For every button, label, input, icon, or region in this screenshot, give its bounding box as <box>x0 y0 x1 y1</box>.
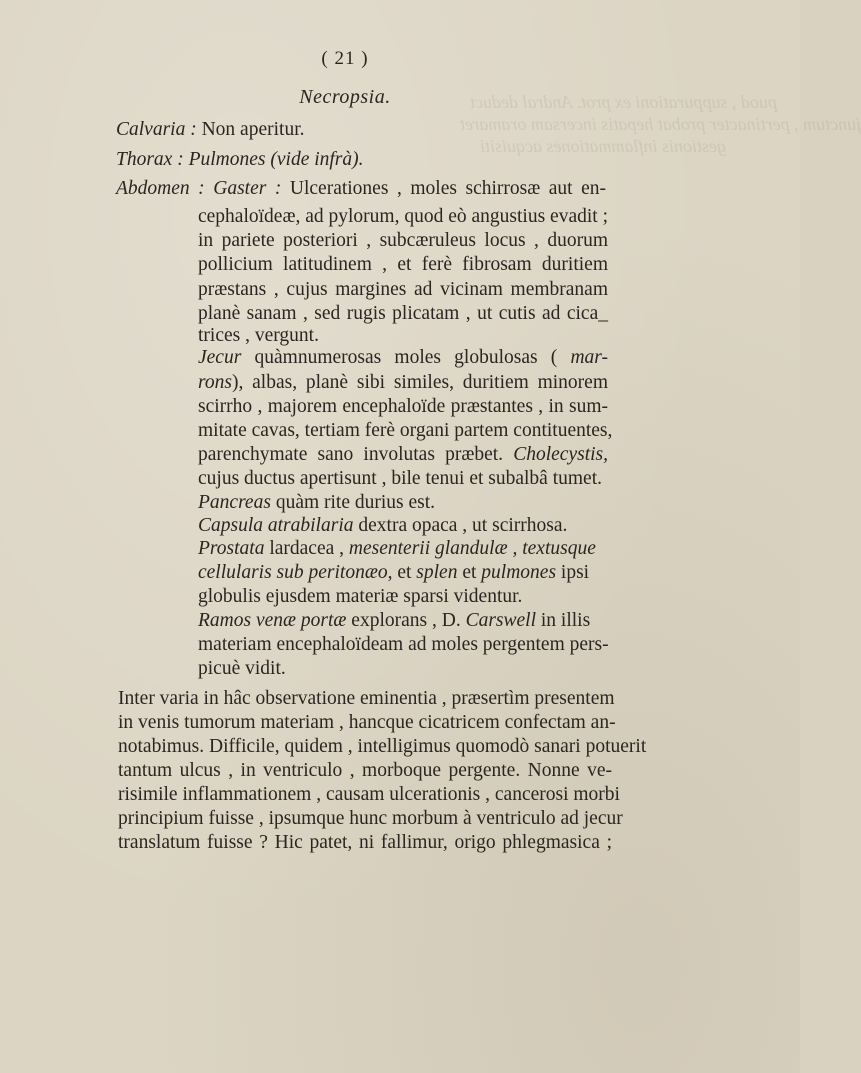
abdomen-line-7: trices , vergunt. <box>198 325 319 346</box>
calvaria-line <box>116 118 304 142</box>
ramos-line <box>198 609 590 633</box>
abdomen-line-5: præstans , cujus margines ad vicinam membranam <box>198 279 608 300</box>
cholecystis-label: Cholecystis, <box>513 444 608 465</box>
abdomen-line-6: planè sanam , sed rugis plicatam , ut cutis ad cica_ <box>198 303 608 324</box>
paragraph-line-5: risimile inflammationem , causam ulcerationis , cancerosi morbi <box>118 784 620 805</box>
thorax-line <box>116 148 364 172</box>
et-text: et <box>462 562 477 583</box>
abdomen-label: Abdomen : <box>116 178 205 199</box>
paragraph-line-3: notabimus. Difficile, quidem , intelligimus quomodò sanari potuerit <box>118 736 647 757</box>
jecur-label: Jecur <box>198 347 242 368</box>
splen-label: splen <box>416 562 458 583</box>
abdomen-line-3: in pariete posteriori , subcæruleus locus , duorum <box>198 230 608 251</box>
jecur-line-2 <box>198 371 608 395</box>
gaster-label: Gaster : <box>213 178 282 199</box>
jecur-line-3: scirrho , majorem encephaloïde præstantes , in sum- <box>198 396 608 417</box>
abdomen-line-4: pollicium latitudinem , et ferè fibrosam duritiem <box>198 254 608 275</box>
abdomen-line-2: cephaloïdeæ, ad pylorum, quod eò angustius evadit ; <box>198 206 608 227</box>
capsula-text: dextra opaca , ut scirrhosa. <box>358 515 568 536</box>
show-through-text: junctum , pertinacter probat hepatis incersam oramaret <box>460 114 861 134</box>
calvaria-text: Non aperitur. <box>201 119 305 140</box>
jecur-text-5: parenchymate sano involutas præbet. <box>198 444 504 465</box>
pancreas-label: Pancreas <box>198 492 271 513</box>
prostata-text: lardacea , <box>269 538 345 559</box>
abdomen-line-1 <box>116 177 606 201</box>
show-through-text: puod , suppurationi ex prot. Andral deduct <box>470 92 777 112</box>
ramos-text: explorans , D. <box>351 610 461 631</box>
paragraph-line-4: tantum ulcus , in ventriculo , morboque pergente. Nonne ve- <box>118 760 612 781</box>
paragraph-line-1: Inter varia in hâc observatione eminentia , præsertìm presentem <box>118 688 615 709</box>
paragraph-line-7: translatum fuisse ? Hic patet, ni fallimur, origo phlegmasica ; <box>118 832 612 853</box>
ramos-label: Ramos venæ portæ <box>198 610 347 631</box>
capsula-line <box>198 514 567 538</box>
materiam-line: materiam encephaloïdeam ad moles pergentem pers- <box>198 634 609 655</box>
show-through-text: gestionis inflammationes acquisiti <box>480 136 726 156</box>
capsula-label: Capsula atrabilaria <box>198 515 354 536</box>
jecur-text-2-italic: rons <box>198 372 232 393</box>
prostata-label: Prostata <box>198 538 265 559</box>
ramos-end: in illis <box>540 610 591 631</box>
page-number: ( 21 ) <box>321 48 369 69</box>
mesenterii-label: mesenterii glandulæ , textusque <box>348 538 596 559</box>
pancreas-text: quàm rite durius est. <box>275 492 436 513</box>
jecur-line-4: mitate cavas, tertiam ferè organi partem contituentes, <box>198 420 613 441</box>
cellularis-label: cellularis sub peritonæo <box>198 562 388 583</box>
calvaria-label: Calvaria : <box>116 119 197 140</box>
ipsi-text: ipsi <box>560 562 590 583</box>
jecur-text-2: ), albas, planè sibi similes, duritiem minorem <box>231 372 608 393</box>
jecur-text-1-italic: mar- <box>570 347 608 368</box>
pancreas-line <box>198 491 435 515</box>
picue-line: picuè vidit. <box>198 658 286 679</box>
globulis-line: globulis ejusdem materiæ sparsi videntur. <box>198 586 523 607</box>
thorax-text: Pulmones (vide infrà). <box>188 149 364 170</box>
jecur-text-1: quàmnumerosas moles globulosas ( <box>254 347 558 368</box>
paragraph-line-2: in venis tumorum materiam , hancque cicatricem confectam an- <box>118 712 616 733</box>
page-heading: Necropsia. <box>299 86 391 108</box>
cellularis-mid: , et <box>387 562 412 583</box>
prostata-line <box>198 537 596 561</box>
jecur-line-1 <box>198 346 608 370</box>
jecur-line-6: cujus ductus apertisunt , bile tenui et subalbâ tumet. <box>198 468 602 489</box>
pulmones-label: pulmones <box>481 562 557 583</box>
abdomen-text-1: Ulcerationes , moles schirrosæ aut en- <box>289 178 607 199</box>
thorax-label: Thorax : <box>116 149 184 170</box>
carswell-name: Carswell <box>465 610 537 631</box>
jecur-line-5 <box>198 443 608 467</box>
cellularis-line <box>198 561 589 585</box>
paragraph-line-6: principium fuisse , ipsumque hunc morbum à ventriculo ad jecur <box>118 808 623 829</box>
